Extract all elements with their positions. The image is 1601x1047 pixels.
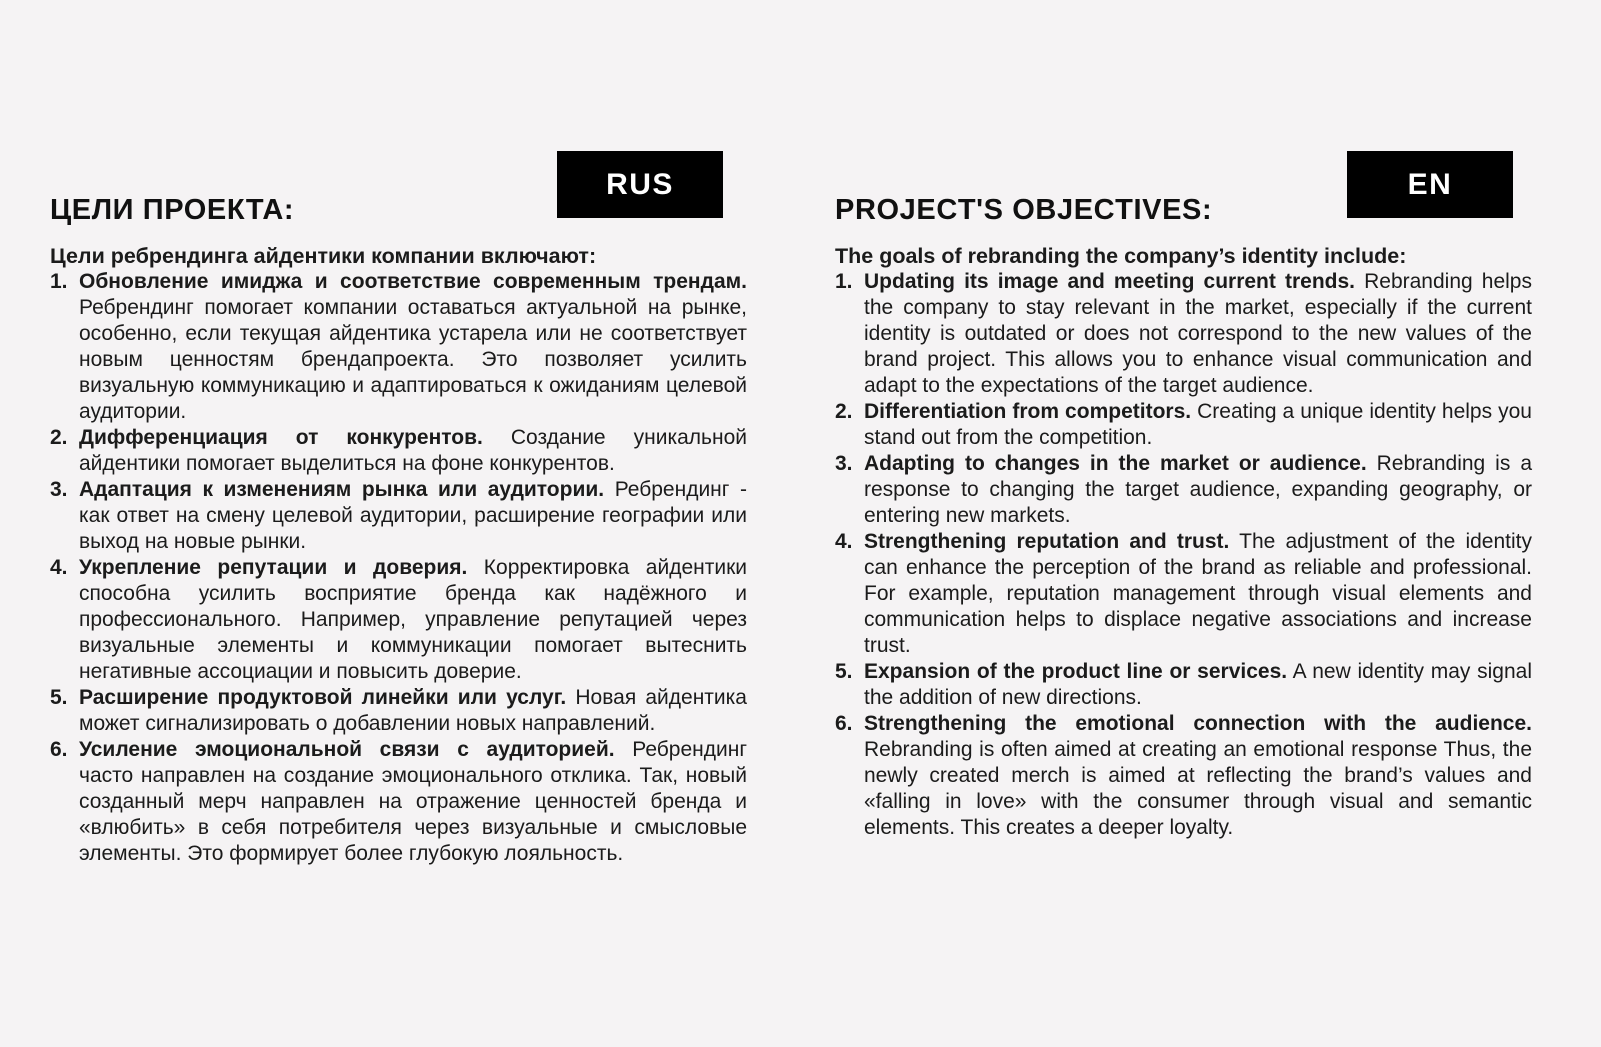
list-item-lead: Differentiation from competitors. (864, 400, 1192, 423)
list-item-number: 6. (835, 712, 853, 735)
list-item-lead: Strengthening reputation and trust. (864, 530, 1230, 553)
list-item-text (864, 659, 1532, 711)
list-item-number: 3. (835, 452, 853, 475)
list-item-text (864, 711, 1532, 841)
list-item-number: 1. (50, 270, 68, 293)
goals-list-en (835, 269, 1532, 841)
list-item-text (79, 685, 747, 737)
list-item-number: 4. (50, 556, 68, 579)
list-item (835, 529, 1532, 659)
list-item (50, 425, 747, 477)
list-item-lead: Обновление имиджа и соответствие современным трендам. (79, 270, 747, 293)
list-item (50, 737, 747, 867)
list-item-number: 3. (50, 478, 68, 501)
list-item-lead: Расширение продуктовой линейки или услуг. (79, 686, 567, 709)
list-item (50, 555, 747, 685)
list-item (50, 477, 747, 555)
list-item (835, 269, 1532, 399)
list-item-number: 1. (835, 270, 853, 293)
list-item-lead: Adapting to changes in the market or audience. (864, 452, 1367, 475)
list-item-body: Корректировка айдентики способна усилить восприятие бренда как надёжного и профессионального. Например, управление репутацией через визуальные элементы и коммуникации помогает вытеснить негативные ассоциации и повысить доверие. (79, 556, 747, 683)
list-item-lead: Адаптация к изменениям рынка или аудитории. (79, 478, 605, 501)
list-item-body: The adjustment of the identity can enhance the perception of the brand as reliable and professional. For example, reputation management through visual elements and communication helps to displace negative associations and increase trust. (864, 530, 1532, 657)
list-item-text (79, 555, 747, 685)
list-item-body: Creating a unique identity helps you stand out from the competition. (864, 400, 1532, 449)
goals-list-rus (50, 269, 747, 867)
list-item-text (79, 477, 747, 555)
list-item (835, 399, 1532, 451)
list-item-lead: Expansion of the product line or services. (864, 660, 1288, 683)
list-item-lead: Усиление эмоциональной связи с аудиторией. (79, 738, 615, 761)
list-item-text (864, 399, 1532, 451)
list-item (835, 451, 1532, 529)
column-english (835, 194, 1532, 841)
list-item-body: Создание уникальной айдентики помогает выделиться на фоне конкурентов. (79, 426, 747, 475)
list-item (835, 659, 1532, 711)
list-item-number: 2. (835, 400, 853, 423)
page-title-rus: ЦЕЛИ ПРОЕКТА: (50, 194, 295, 226)
list-item (50, 269, 747, 425)
list-item-text (79, 269, 747, 425)
list-item-lead: Strengthening the emotional connection with the audience. (864, 712, 1532, 735)
list-item-body: Ребрендинг помогает компании оставаться актуальной на рынке, особенно, если текущая айдентика устарела или не соответствует новым ценностям брендапроекта. Это позволяет усилить визуальную коммуникацию и адаптироваться к ожиданиям целевой аудитории. (79, 296, 747, 423)
list-item-lead: Укрепление репутации и доверия. (79, 556, 468, 579)
list-item-text (79, 737, 747, 867)
language-badge-rus-label: RUS (606, 167, 674, 201)
list-item (835, 711, 1532, 841)
intro-line-rus: Цели ребрендинга айдентики компании включают: (50, 244, 597, 268)
list-item-number: 4. (835, 530, 853, 553)
list-item-body: Ребрендинг часто направлен на создание эмоционального отклика. Так, новый созданный мерч направлен на отражение ценностей бренда и «влюбить» в себя потребителя через визуальные и смысловые элементы. Это формирует более глубокую лояльность. (79, 738, 748, 865)
column-russian (50, 194, 747, 867)
intro-line-en: The goals of rebranding the company’s identity include: (835, 244, 1407, 268)
list-item-body: A new identity may signal the addition of new directions. (864, 660, 1532, 709)
list-item-number: 5. (835, 660, 853, 683)
list-item (50, 685, 747, 737)
list-item-lead: Updating its image and meeting current trends. (864, 270, 1355, 293)
list-item-text (864, 269, 1532, 399)
list-item-body: Rebranding helps the company to stay relevant in the market, especially if the current identity is outdated or does not correspond to the new values of the brand project. This allows you to enhance visual communication and adapt to the expectations of the target audience. (864, 270, 1532, 397)
list-item-body: Rebranding is a response to changing the target audience, expanding geography, or entering new markets. (864, 452, 1532, 527)
list-item-body: Ребрендинг - как ответ на смену целевой аудитории, расширение географии или выход на новые рынки. (79, 478, 747, 553)
list-item-text (864, 529, 1532, 659)
list-item-number: 2. (50, 426, 68, 449)
list-item-lead: Дифференциация от конкурентов. (79, 426, 483, 449)
language-badge-en-label: EN (1407, 167, 1453, 201)
list-item-body: Новая айдентика может сигнализировать о добавлении новых направлений. (79, 686, 747, 735)
list-item-body: Rebranding is often aimed at creating an emotional response Thus, the newly created merch is aimed at reflecting the brand’s values and «falling in love» with the consumer through visual and semantic elements. This creates a deeper loyalty. (864, 738, 1532, 839)
list-item-text (79, 425, 747, 477)
list-item-text (864, 451, 1532, 529)
list-item-number: 5. (50, 686, 68, 709)
list-item-number: 6. (50, 738, 68, 761)
page-title-en: PROJECT'S OBJECTIVES: (835, 194, 1213, 226)
